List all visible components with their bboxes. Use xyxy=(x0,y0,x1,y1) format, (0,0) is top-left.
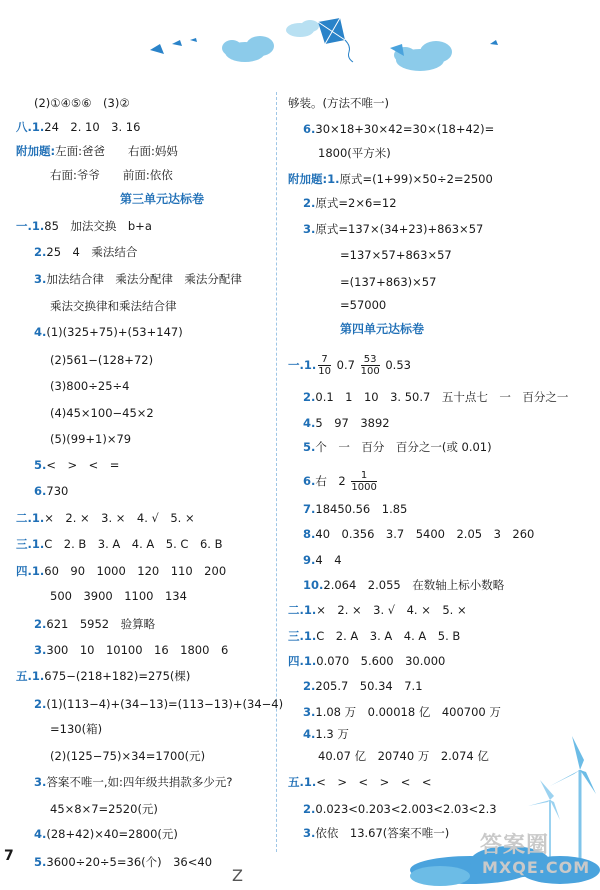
question-number: 2. xyxy=(303,196,316,210)
answer-text: 原式=137×(34+23)+863×57 xyxy=(315,222,484,236)
left-answer-line xyxy=(50,353,153,367)
answer-text: 3600÷20÷5=36(个) 36<40 xyxy=(46,855,213,869)
answer-text: < > < = xyxy=(46,458,120,472)
answer-text: 乘法交换律和乘法结合律 xyxy=(50,299,177,313)
question-number: 2. xyxy=(303,802,316,816)
right-answer-line xyxy=(288,354,411,377)
answer-text: 30×18+30×42=30×(18+42)= xyxy=(315,122,495,136)
question-number: 4. xyxy=(303,416,316,430)
answer-text: 0.7 xyxy=(332,358,359,372)
answer-text: (2)①④⑤⑥ (3)② xyxy=(34,96,130,110)
question-number: 三.1. xyxy=(16,537,45,551)
right-answer-line xyxy=(340,248,452,262)
answer-text: 5 97 3892 xyxy=(315,416,390,430)
question-number: 一.1. xyxy=(288,358,317,372)
question-number: 3. xyxy=(303,826,316,840)
bird-icon xyxy=(150,38,197,54)
watermark-url: MXQE.COM xyxy=(482,858,591,877)
answer-text: 18450.56 1.85 xyxy=(315,502,408,516)
question-number: 二.1. xyxy=(16,511,45,525)
fraction: $\frac{53}{100}$ xyxy=(360,354,380,377)
question-number: 2. xyxy=(34,245,47,259)
answer-text: 依依 13.67(答案不唯一) xyxy=(315,826,450,840)
question-number: 五.1. xyxy=(288,775,317,789)
answer-text: 621 5952 验算略 xyxy=(46,617,156,631)
left-answer-line xyxy=(16,537,222,551)
left-answer-line xyxy=(34,643,228,657)
answer-text: (2)561−(128+72) xyxy=(50,353,154,367)
answer-text: 2.064 2.055 在数轴上标小数略 xyxy=(323,578,505,592)
left-answer-line xyxy=(50,299,177,313)
answer-text: 500 3900 1100 134 xyxy=(50,589,187,603)
answer-text: × 2. × 3. × 4. √ 5. × xyxy=(44,511,195,525)
question-number: 9. xyxy=(303,553,316,567)
left-answer-line xyxy=(16,219,152,233)
right-answer-line xyxy=(303,440,492,454)
answer-text: 675−(218+182)=275(棵) xyxy=(44,669,191,683)
answer-text: 85 加法交换 b+a xyxy=(44,219,152,233)
left-answer-line xyxy=(50,432,131,446)
question-number: 4. xyxy=(34,827,47,841)
question-number: 5. xyxy=(34,855,47,869)
left-answer-line xyxy=(34,484,68,498)
question-number: 5. xyxy=(303,440,316,454)
left-answer-line xyxy=(34,96,130,110)
right-answer-line xyxy=(288,172,493,186)
left-answer-line xyxy=(16,511,195,525)
answer-text: × 2. × 3. √ 4. × 5. × xyxy=(316,603,467,617)
question-number: 3. xyxy=(34,643,47,657)
right-answer-line xyxy=(303,527,534,541)
kite-icon xyxy=(318,18,353,62)
question-number: 4. xyxy=(34,325,47,339)
left-answer-line xyxy=(34,325,183,339)
answer-text: 730 xyxy=(46,484,69,498)
question-number: 一.1. xyxy=(16,219,45,233)
answer-text: =137×57+863×57 xyxy=(340,248,452,262)
answer-text: 40 0.356 3.7 5400 2.05 3 260 xyxy=(315,527,535,541)
right-answer-line xyxy=(303,679,423,693)
handwritten-mark: Z xyxy=(232,866,243,885)
question-number: 八.1. xyxy=(16,120,45,134)
answer-text: 60 90 1000 120 110 200 xyxy=(44,564,227,578)
left-answer-line xyxy=(16,120,140,134)
answer-text: (2)(125−75)×34=1700(元) xyxy=(50,749,206,763)
right-answer-line xyxy=(318,146,391,160)
right-answer-line xyxy=(303,196,397,210)
answer-text: 原式=(1+99)×50÷2=2500 xyxy=(339,172,493,186)
left-answer-line xyxy=(34,245,137,259)
left-answer-line xyxy=(34,697,283,711)
question-number: 6. xyxy=(34,484,47,498)
right-answer-line xyxy=(303,122,494,136)
question-number: 10. xyxy=(303,578,324,592)
answer-text: =130(箱) xyxy=(50,722,103,736)
right-answer-line xyxy=(288,96,389,110)
cloud-icon xyxy=(394,41,452,71)
answer-text: (1)(113−4)+(34−13)=(113−13)+(34−4) xyxy=(46,697,284,711)
answer-text: (3)800÷25÷4 xyxy=(50,379,130,393)
answer-text: 0.023<0.203<2.003<2.03<2.3 xyxy=(315,802,497,816)
left-answer-line xyxy=(50,589,187,603)
answer-text: (28+42)×40=2800(元) xyxy=(46,827,178,841)
answer-text: 300 10 10100 16 1800 6 xyxy=(46,643,229,657)
right-answer-line xyxy=(303,553,342,567)
answer-text: 个 一 百分 百分之一(或 0.01) xyxy=(315,440,492,454)
question-number: 五.1. xyxy=(16,669,45,683)
answer-text: 0.53 xyxy=(381,358,411,372)
question-number: 二.1. xyxy=(288,603,317,617)
right-answer-line xyxy=(303,416,390,430)
left-answer-line xyxy=(50,379,129,393)
left-answer-line xyxy=(34,827,178,841)
answer-text: 0.070 5.600 30.000 xyxy=(316,654,446,668)
right-answer-line xyxy=(340,298,386,312)
right-answer-line xyxy=(340,322,424,336)
left-answer-line xyxy=(50,722,102,736)
left-answer-line xyxy=(34,617,155,631)
header-decoration xyxy=(0,0,600,80)
left-answer-line xyxy=(50,168,173,182)
left-answer-line xyxy=(16,564,226,578)
left-answer-line xyxy=(16,669,190,683)
left-answer-line xyxy=(120,192,204,206)
answer-text: (5)(99+1)×79 xyxy=(50,432,132,446)
answer-text: 40.07 亿 20740 万 2.074 亿 xyxy=(318,749,489,763)
answer-text: 1800(平方米) xyxy=(318,146,391,160)
question-number: 2. xyxy=(303,679,316,693)
left-answer-line xyxy=(50,406,154,420)
question-number: 3. xyxy=(34,775,47,789)
answer-text: =57000 xyxy=(340,298,387,312)
section-title: 第四单元达标卷 xyxy=(340,322,425,336)
fraction: $\frac{7}{10}$ xyxy=(318,354,331,377)
left-answer-line xyxy=(34,272,242,286)
left-answer-line xyxy=(34,458,119,472)
answer-text: 4 4 xyxy=(315,553,342,567)
answer-text: (4)45×100−45×2 xyxy=(50,406,154,420)
question-number: 8. xyxy=(303,527,316,541)
question-number: 四.1. xyxy=(16,564,45,578)
answer-text: 右面:爷爷 前面:依依 xyxy=(50,168,173,182)
question-number: 2. xyxy=(34,617,47,631)
question-number: 3. xyxy=(303,705,316,719)
answer-text: C 2. A 3. A 4. A 5. B xyxy=(316,629,461,643)
cloud-icon xyxy=(222,36,274,62)
question-number: 三.1. xyxy=(288,629,317,643)
question-number: 5. xyxy=(34,458,47,472)
question-number: 7. xyxy=(303,502,316,516)
answer-text: 答案不唯一,如:四年级共捐款多少元? xyxy=(46,775,233,789)
question-number: 6. xyxy=(303,122,316,136)
left-answer-line xyxy=(50,749,205,763)
answer-text: =(137+863)×57 xyxy=(340,275,437,289)
question-number: 2. xyxy=(34,697,47,711)
right-answer-line xyxy=(303,222,483,236)
question-number: 四.1. xyxy=(288,654,317,668)
page-number: 7 xyxy=(4,848,14,864)
answer-text: 左面:爸爸 右面:妈妈 xyxy=(55,144,178,158)
right-answer-line xyxy=(303,502,407,516)
cloud-icon xyxy=(286,20,319,37)
column-divider xyxy=(276,92,277,852)
answer-text: < > < > < < xyxy=(316,775,432,789)
answer-text: (1)(325+75)+(53+147) xyxy=(46,325,183,339)
answer-text: 右 2 xyxy=(315,474,350,488)
answer-text: 205.7 50.34 7.1 xyxy=(315,679,423,693)
section-title: 第三单元达标卷 xyxy=(120,192,205,206)
question-number: 6. xyxy=(303,474,316,488)
question-number: 附加题: xyxy=(16,144,56,158)
right-answer-line xyxy=(288,603,467,617)
answer-text: 24 2. 10 3. 16 xyxy=(44,120,141,134)
answer-text: 加法结合律 乘法分配律 乘法分配律 xyxy=(46,272,242,286)
question-number: 附加题:1. xyxy=(288,172,340,186)
left-answer-line xyxy=(34,775,233,789)
right-answer-line xyxy=(303,390,568,404)
watermark-text: 答案圈 xyxy=(480,833,550,858)
left-answer-line xyxy=(50,802,158,816)
bird-icon xyxy=(490,40,498,45)
answer-text: 45×8×7=2520(元) xyxy=(50,802,158,816)
right-answer-line xyxy=(288,629,460,643)
right-answer-line xyxy=(303,470,379,493)
right-answer-line xyxy=(303,578,504,592)
right-answer-line xyxy=(303,705,501,719)
answer-text: 1.3 万 xyxy=(315,727,349,741)
question-number: 2. xyxy=(303,390,316,404)
right-answer-line xyxy=(303,727,349,741)
question-number: 3. xyxy=(303,222,316,236)
left-answer-line xyxy=(16,144,178,158)
answer-text: 够装。(方法不唯一) xyxy=(288,96,389,110)
left-answer-line xyxy=(34,855,212,869)
answer-text: 25 4 乘法结合 xyxy=(46,245,138,259)
answer-text: 原式=2×6=12 xyxy=(315,196,397,210)
question-number: 4. xyxy=(303,727,316,741)
fraction: $\frac{1}{1000}$ xyxy=(351,470,377,493)
answer-text: 1.08 万 0.00018 亿 400700 万 xyxy=(315,705,501,719)
answer-text: 0.1 1 10 3. 50.7 五十点七 一 百分之一 xyxy=(315,390,569,404)
question-number: 3. xyxy=(34,272,47,286)
right-answer-line xyxy=(340,275,436,289)
answer-text: C 2. B 3. A 4. A 5. C 6. B xyxy=(44,537,223,551)
right-answer-line xyxy=(288,654,445,668)
